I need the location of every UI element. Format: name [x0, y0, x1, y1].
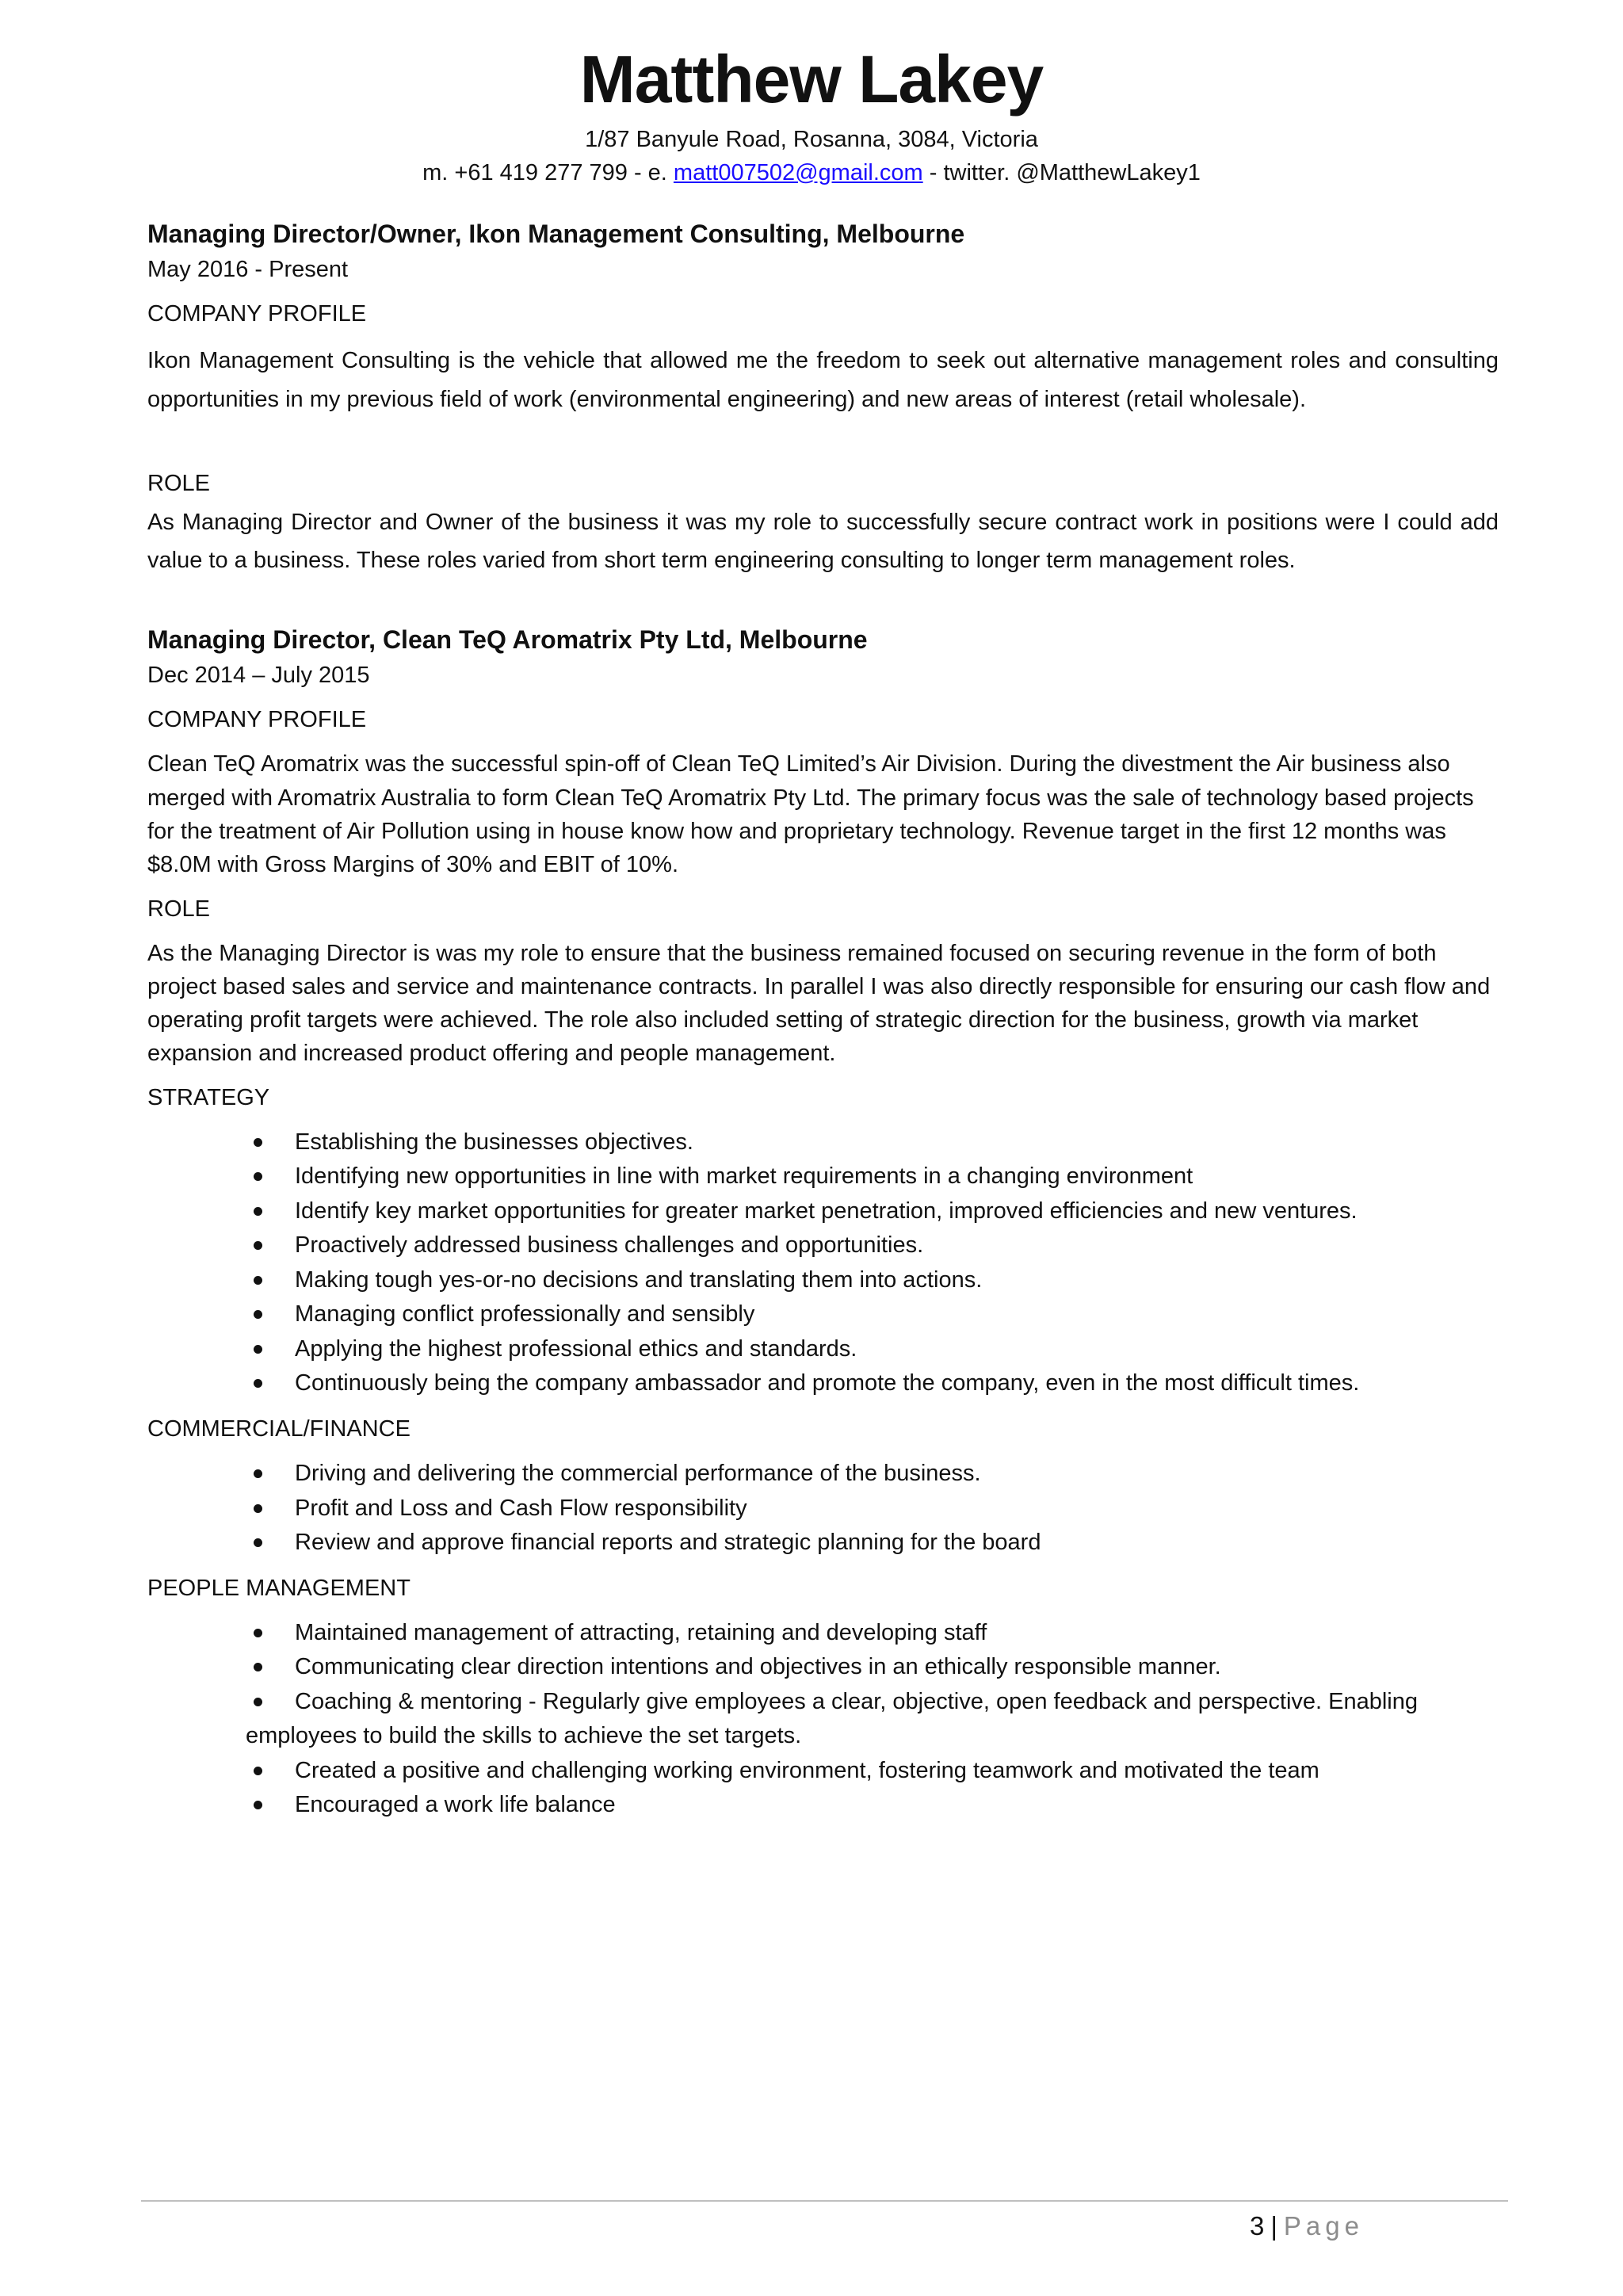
- job-dates: Dec 2014 – July 2015: [147, 663, 370, 689]
- list-item: Identifying new opportunities in line with market requirements in a changing environment: [147, 1159, 1499, 1194]
- list-item: Communicating clear direction intentions and objectives in an ethically responsible manner.: [147, 1650, 1499, 1685]
- phone-text: m. +61 419 277 799 - e.: [422, 159, 674, 185]
- bullet-icon: [254, 1241, 262, 1250]
- bullet-icon: [254, 1629, 262, 1637]
- bullet-icon: [254, 1276, 262, 1285]
- address-line: 1/87 Banyule Road, Rosanna, 3084, Victoria: [585, 126, 1038, 152]
- list-item: Created a positive and challenging working environment, fostering teamwork and motivated the team: [147, 1754, 1499, 1789]
- finance-list: [147, 1457, 1499, 1561]
- list-item: Encouraged a work life balance: [147, 1788, 1499, 1823]
- list-item: Applying the highest professional ethics and standards.: [147, 1332, 1499, 1367]
- bullet-icon: [254, 1469, 262, 1478]
- list-item: Continuously being the company ambassador and promote the company, even in the most difficult times.: [147, 1366, 1499, 1401]
- resume-header: [0, 41, 1623, 189]
- list-item: Identify key market opportunities for greater market penetration, improved efficiencies and new ventures.: [147, 1194, 1499, 1229]
- page-number: 3: [1249, 2211, 1265, 2241]
- commercial-finance-label: COMMERCIAL/FINANCE: [147, 1415, 411, 1442]
- people-management-label: PEOPLE MANAGEMENT: [147, 1575, 411, 1601]
- candidate-name: Matthew Lakey: [579, 42, 1044, 117]
- bullet-icon: [254, 1538, 262, 1547]
- page-label: Page: [1283, 2211, 1364, 2241]
- bullet-icon: [254, 1663, 262, 1671]
- email-link[interactable]: matt007502@gmail.com: [673, 159, 923, 185]
- job-title: Managing Director/Owner, Ikon Management Consulting, Melbourne: [147, 220, 965, 248]
- people-list: [147, 1616, 1499, 1823]
- company-profile-label: COMPANY PROFILE: [147, 707, 367, 733]
- footer-divider: [141, 2200, 1508, 2202]
- page-separator: |: [1270, 2211, 1277, 2241]
- bullet-icon: [254, 1138, 262, 1147]
- job-entry-ikon: [147, 217, 1499, 580]
- bullet-icon: [254, 1698, 262, 1706]
- company-profile-label: COMPANY PROFILE: [147, 301, 367, 327]
- role-text: As the Managing Director is was my role to ensure that the business remained focused on securing revenue in the form of both project based sales and service and maintenance contracts. In parallel I was also directly responsible for ensuring our cash flow and operating profit targets were achieved. The role also included setting of strategic direction for the business, growth via market expansion and increased product offering and people management.: [147, 940, 1491, 1066]
- bullet-icon: [254, 1767, 262, 1775]
- list-item: Profit and Loss and Cash Flow responsibility: [147, 1492, 1499, 1526]
- strategy-list: [147, 1125, 1499, 1401]
- list-item: Coaching & mentoring - Regularly give employees a clear, objective, open feedback and perspective. Enabling employees to build the skills to achieve the set targets.: [246, 1688, 1419, 1749]
- bullet-icon: [254, 1207, 262, 1216]
- contact-line: [0, 156, 1623, 189]
- list-item: Making tough yes-or-no decisions and translating them into actions.: [147, 1263, 1499, 1298]
- list-item: Driving and delivering the commercial performance of the business.: [147, 1457, 1499, 1492]
- list-item: Establishing the businesses objectives.: [147, 1125, 1499, 1160]
- job-dates: May 2016 - Present: [147, 257, 349, 283]
- list-item: Maintained management of attracting, retaining and developing staff: [147, 1616, 1499, 1651]
- role-label: ROLE: [147, 470, 210, 496]
- list-item: Review and approve financial reports and strategic planning for the board: [147, 1526, 1499, 1561]
- bullet-icon: [254, 1172, 262, 1181]
- role-text: As Managing Director and Owner of the business it was my role to successfully secure contract work in positions were I could add value to a business. These roles varied from short term engineering consulting to longer term management roles.: [147, 509, 1499, 574]
- list-item: Proactively addressed business challenges and opportunities.: [147, 1228, 1499, 1263]
- strategy-label: STRATEGY: [147, 1084, 270, 1110]
- list-item: Managing conflict professionally and sensibly: [147, 1297, 1499, 1332]
- resume-body: [147, 217, 1499, 1834]
- bullet-icon: [254, 1345, 262, 1354]
- spacer: [147, 591, 1499, 623]
- page-footer: [1250, 2210, 1364, 2244]
- job-entry-clean-teq: [147, 623, 1499, 1822]
- spacer: [147, 430, 1499, 467]
- company-profile-text: Ikon Management Consulting is the vehicle that allowed me the freedom to seek out alternative management roles and consulting opportunities in my previous field of work (environmental engineering) and new areas of interest (retail wholesale).: [147, 348, 1499, 412]
- role-label: ROLE: [147, 896, 210, 922]
- bullet-icon: [254, 1504, 262, 1513]
- bullet-icon: [254, 1310, 262, 1319]
- job-title: Managing Director, Clean TeQ Aromatrix Pty Ltd, Melbourne: [147, 625, 868, 655]
- company-profile-text: Clean TeQ Aromatrix was the successful spin-off of Clean TeQ Limited’s Air Division. During the divestment the Air business also merged with Aromatrix Australia to form Clean TeQ Aromatrix Pty Ltd. The primary focus was the sale of technology based projects for the treatment of Air Pollution using in house know how and proprietary technology. Revenue target in the first 12 months was $8.0M with Gross Margins of 30% and EBIT of 10%.: [147, 751, 1474, 877]
- bullet-icon: [254, 1801, 262, 1809]
- twitter-text: - twitter. @MatthewLakey1: [922, 159, 1201, 185]
- bullet-icon: [254, 1379, 262, 1388]
